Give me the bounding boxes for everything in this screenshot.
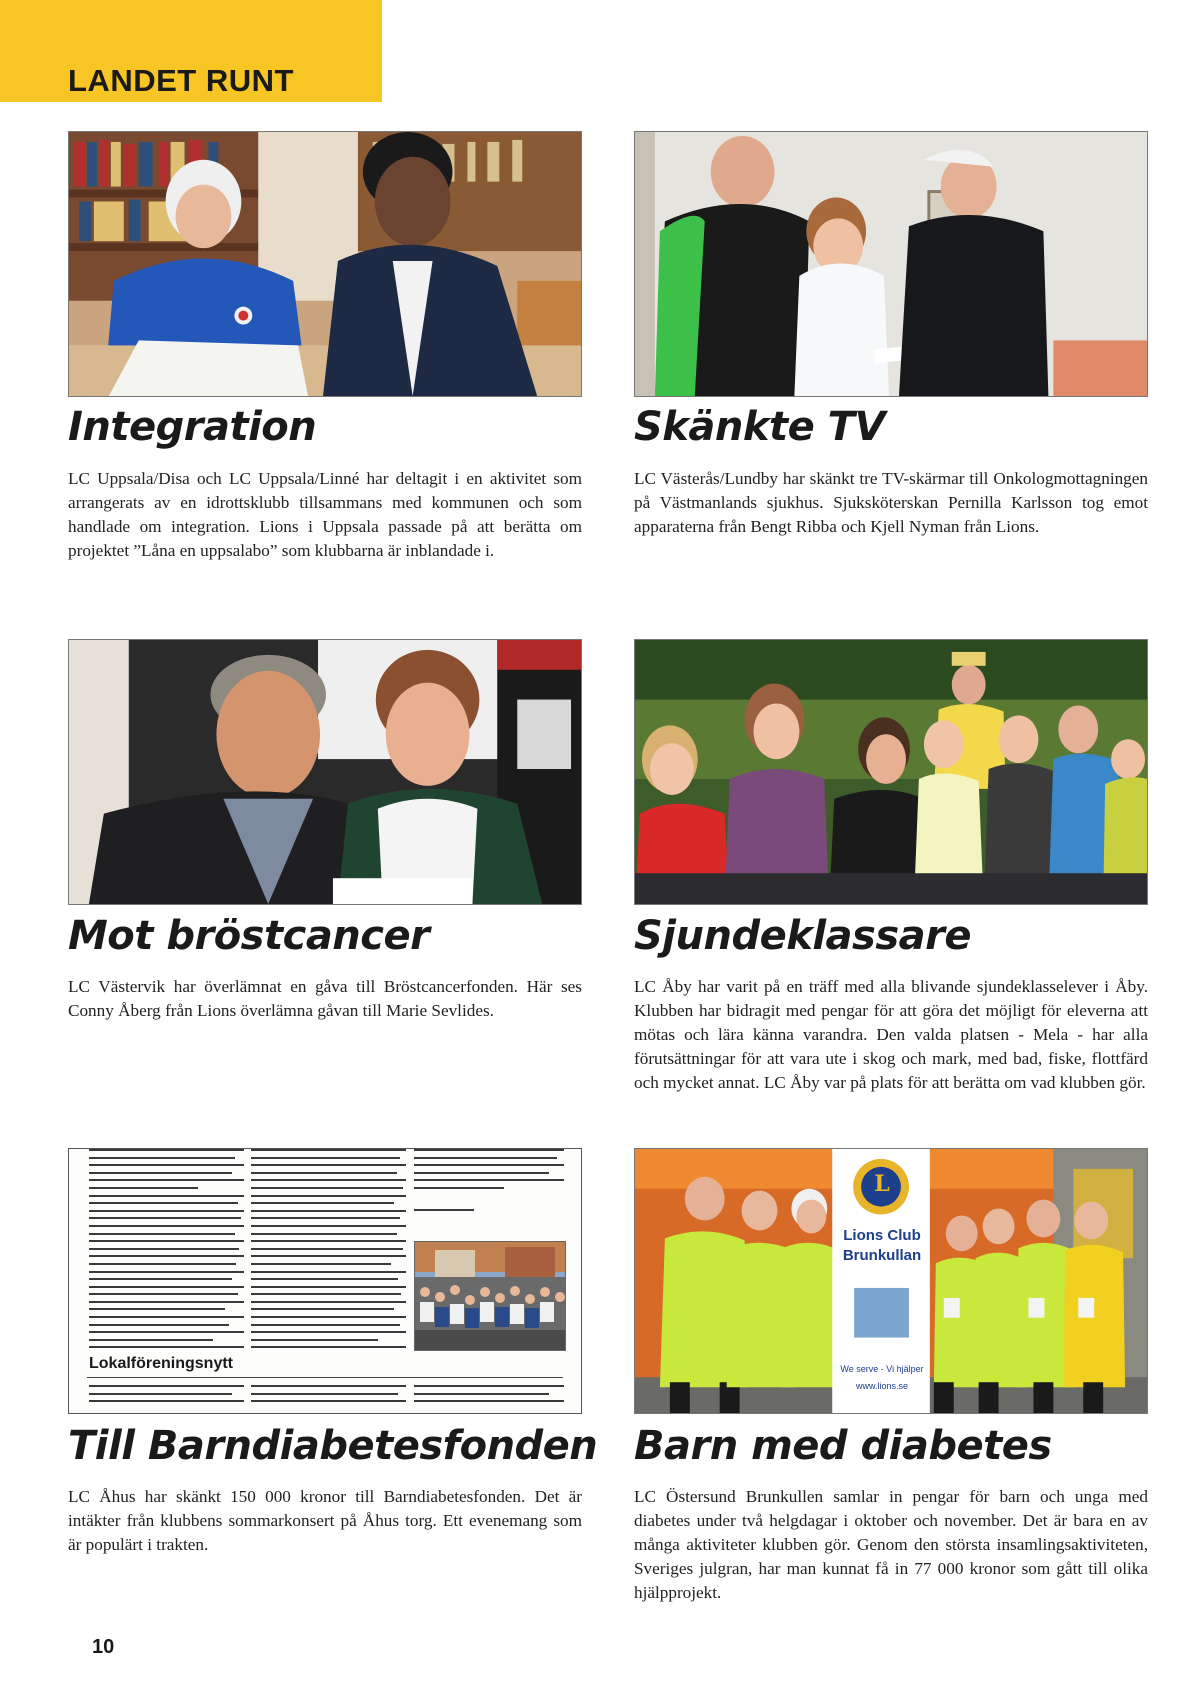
headline-mot-broestcancer: Mot bröstcancer	[68, 913, 430, 959]
photo-skankte-tv	[634, 131, 1148, 397]
section-tab	[0, 0, 382, 102]
body-integration: LC Uppsala/Disa och LC Uppsala/Linné har deltagit i en aktivitet som arrangerats av en idrottsklubb tillsammans med kommunen och som handlade om integration. Lions i Uppsala passade på att berätta om projektet ”Låna en uppsalabo” som klubbarna är inblandade i.	[68, 469, 582, 560]
clip-bottom-col-3	[414, 1385, 564, 1408]
body-barn-med-diabetes: LC Östersund Brunkullen samlar in pengar för barn och unga med diabetes under två helgdagar i oktober och november. Det är bara en av många aktiviteter klubben gör. Genom den största insamlingsaktiviteten, Sveriges julgran, har man kunnat få in 77 000 kronor som gått till olika hjälpprojekt.	[634, 1487, 1148, 1602]
photo-barn-med-diabetes	[634, 1148, 1148, 1414]
body-sjundeklassare: LC Åby har varit på en träff med alla blivande sjundeklasselever i Åby. Klubben har bidragit med pengar för att göra det möjligt för eleverna att mötas och lära känna varandra. Den valda platsen - Mela - har alla förutsättningar för att vara ute i skog och mark, med bad, fiske, flottfärd och mycket annat. LC Åby var på plats för att berätta om vad klubben gör.	[634, 977, 1148, 1092]
newspaper-clipping	[68, 1148, 582, 1414]
headline-barn-med-diabetes: Barn med diabetes	[634, 1423, 1052, 1469]
banner-url: www.lions.se	[855, 1381, 909, 1391]
clip-section-title: Lokalföreningsnytt	[89, 1355, 234, 1372]
headline-integration: Integration	[68, 404, 317, 450]
headline-skankte-tv: Skänkte TV	[634, 404, 885, 450]
clip-divider	[87, 1377, 563, 1378]
photo-mot-broestcancer	[68, 639, 582, 905]
photo-integration	[68, 131, 582, 397]
body-mot-broestcancer: LC Västervik har överlämnat en gåva till Bröstcancerfonden. Här ses Conny Åberg från Lions överlämna gåvan till Marie Sevlides.	[68, 977, 582, 1020]
body-skankte-tv: LC Västerås/Lundby har skänkt tre TV-skärmar till Onkologmottagningen på Västmanlands sjukhus. Sjuksköterskan Pernilla Karlsson tog emot apparaterna från Bengt Ribba och Kjell Nyman från Lions.	[634, 469, 1148, 536]
photo-sjundeklassare	[634, 639, 1148, 905]
clip-column-3	[414, 1149, 564, 1216]
body-till-barndiabetesfonden: LC Åhus har skänkt 150 000 kronor till Barndiabetesfonden. Det är intäkter från klubbens sommarkonsert på Åhus torg. Ett evenemang som är populärt i trakten.	[68, 1487, 582, 1554]
clip-bottom-col-2	[251, 1385, 406, 1408]
page-number: 10	[92, 1636, 115, 1658]
headline-till-barndiabetesfonden: Till Barndiabetesfonden	[68, 1423, 598, 1469]
clip-column-1	[89, 1149, 244, 1354]
clip-bottom-col-1	[89, 1385, 244, 1408]
clip-concert-photo	[414, 1241, 566, 1351]
banner-club-line2: Brunkullan	[842, 1247, 922, 1264]
headline-sjundeklassare: Sjundeklassare	[634, 913, 972, 959]
clip-column-2	[251, 1149, 406, 1354]
banner-motto: We serve - Vi hjälper	[840, 1364, 924, 1374]
banner-club-line1: Lions Club	[843, 1227, 921, 1244]
section-label: LANDET RUNT	[68, 63, 294, 98]
lions-emblem-icon: L	[874, 1171, 890, 1197]
